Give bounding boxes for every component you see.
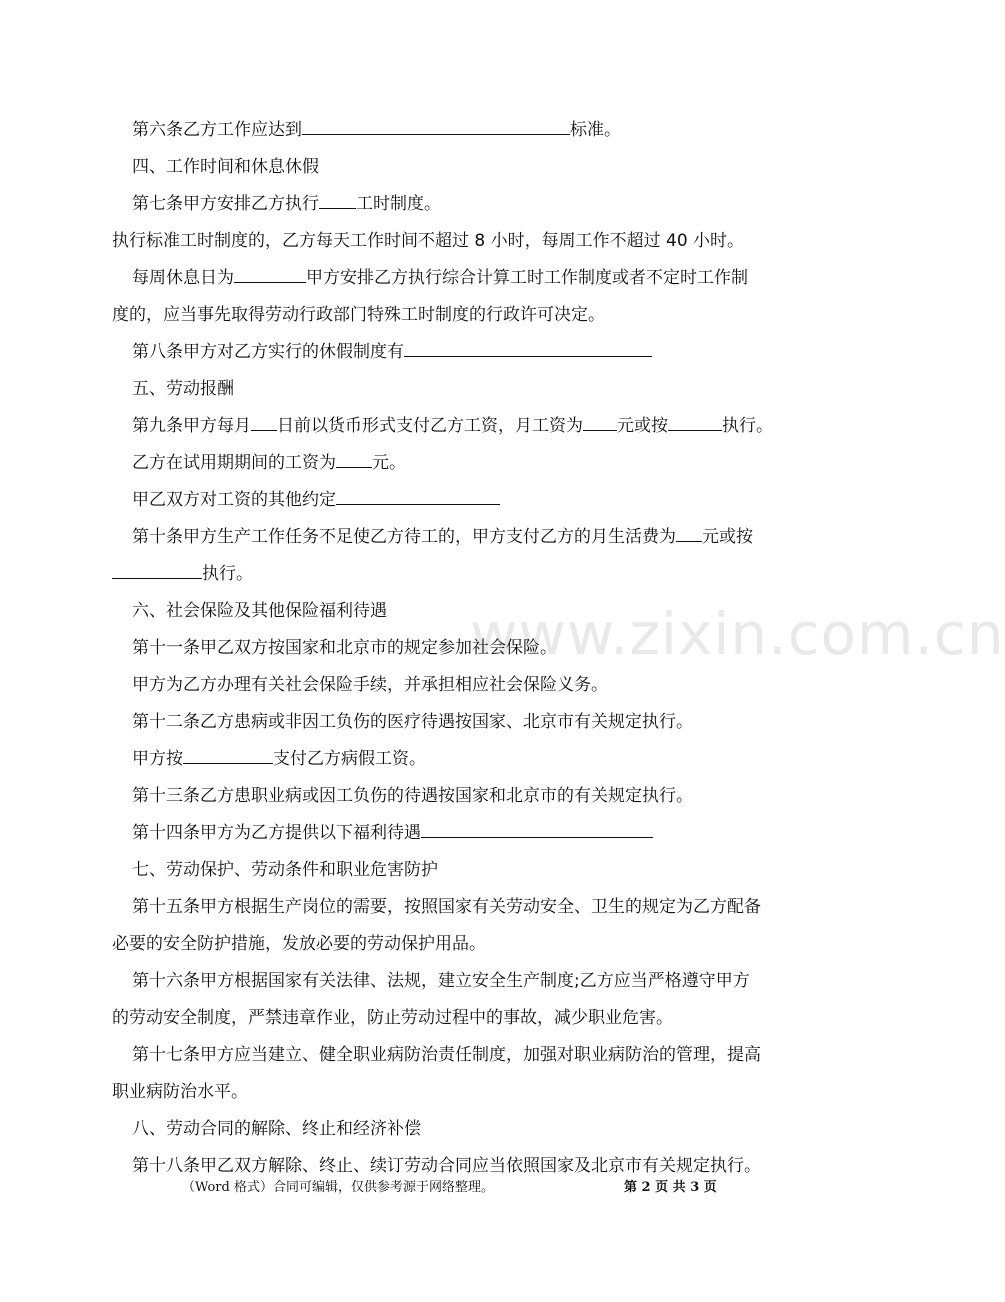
paragraph: 甲乙双方对工资的其他约定 bbox=[112, 482, 824, 519]
section-7-heading: 七、劳动保护、劳动条件和职业危害防护 bbox=[132, 860, 438, 880]
blank-field bbox=[421, 821, 653, 838]
paragraph: 乙方在试用期期间的工资为 元。 bbox=[132, 453, 406, 473]
clause-14: 第十四条甲方为乙方提供以下福利待遇 bbox=[112, 815, 824, 852]
current-page: 2 bbox=[641, 1180, 651, 1195]
contract-body bbox=[112, 112, 824, 1185]
section-8-heading: 八、劳动合同的解除、终止和经济补偿 bbox=[132, 1119, 421, 1139]
footer-note: （Word 格式）合同可编辑，仅供参考源于网络整理。 bbox=[182, 1180, 494, 1195]
section-5-heading: 五、劳动报酬 bbox=[132, 379, 234, 399]
clause-6: 第六条乙方工作应达到 标准。 bbox=[132, 120, 621, 140]
section-4-heading: 四、工作时间和休息休假 bbox=[132, 157, 319, 177]
blank-field bbox=[183, 747, 273, 764]
paragraph-continuation: 执行。 bbox=[112, 556, 824, 593]
paragraph: 甲方按 支付乙方病假工资。 bbox=[132, 749, 426, 769]
paragraph: 每周休息日为 甲方安排乙方执行综合计算工时工作制度或者不定时工作制 bbox=[132, 268, 748, 288]
page-number: 第 2 页 共 3 页 bbox=[624, 1180, 717, 1195]
blank-field bbox=[112, 562, 202, 579]
clause-16: 第十六条甲方根据国家有关法律、法规，建立安全生产制度;乙方应当严格遵守甲方 bbox=[132, 971, 750, 991]
paragraph: 执行标准工时制度的，乙方每天工作时间不超过 8 小时，每周工作不超过 40 小时。 bbox=[112, 231, 745, 251]
blank-field bbox=[404, 340, 652, 357]
blank-field bbox=[302, 118, 570, 135]
total-pages: 3 bbox=[690, 1180, 700, 1195]
clause-11: 第十一条甲乙双方按国家和北京市的规定参加社会保险。 bbox=[132, 638, 557, 658]
clause-9: 第九条甲方每月 日前以货币形式支付乙方工资，月工资为 元或按 执行。 bbox=[132, 416, 773, 436]
blank-field bbox=[336, 488, 500, 505]
section-6-heading: 六、社会保险及其他保险福利待遇 bbox=[132, 601, 387, 621]
clause-8: 第八条甲方对乙方实行的休假制度有 bbox=[112, 334, 824, 371]
paragraph-continuation: 度的，应当事先取得劳动行政部门特殊工时制度的行政许可决定。 bbox=[112, 305, 605, 325]
paragraph-continuation: 必要的安全防护措施，发放必要的劳动保护用品。 bbox=[112, 934, 486, 954]
clause-12: 第十二条乙方患病或非因工负伤的医疗待遇按国家、北京市有关规定执行。 bbox=[132, 712, 693, 732]
clause-15: 第十五条甲方根据生产岗位的需要，按照国家有关劳动安全、卫生的规定为乙方配备 bbox=[132, 897, 761, 917]
clause-7: 第七条甲方安排乙方执行 工时制度。 bbox=[132, 194, 441, 214]
blank-field bbox=[336, 451, 372, 468]
blank-field bbox=[319, 192, 356, 209]
clause-13: 第十三条乙方患职业病或因工负伤的待遇按国家和北京市的有关规定执行。 bbox=[132, 786, 693, 806]
paragraph-continuation: 职业病防治水平。 bbox=[112, 1082, 248, 1102]
blank-field bbox=[668, 414, 722, 431]
clause-17: 第十七条甲方应当建立、健全职业病防治责任制度，加强对职业病防治的管理，提高 bbox=[132, 1045, 761, 1065]
clause-18: 第十八条甲乙双方解除、终止、续订劳动合同应当依照国家及北京市有关规定执行。 bbox=[132, 1156, 761, 1176]
watermark: www.zixin.com.cn bbox=[470, 600, 1005, 668]
paragraph: 甲方为乙方办理有关社会保险手续，并承担相应社会保险义务。 bbox=[132, 675, 608, 695]
blank-field bbox=[234, 266, 306, 283]
clause-10: 第十条甲方生产工作任务不足使乙方待工的，甲方支付乙方的月生活费为 元或按 bbox=[132, 527, 753, 547]
paragraph-continuation: 的劳动安全制度，严禁违章作业，防止劳动过程中的事故，减少职业危害。 bbox=[112, 1008, 673, 1028]
blank-field bbox=[583, 414, 617, 431]
blank-field bbox=[676, 525, 702, 542]
blank-field bbox=[251, 414, 277, 431]
